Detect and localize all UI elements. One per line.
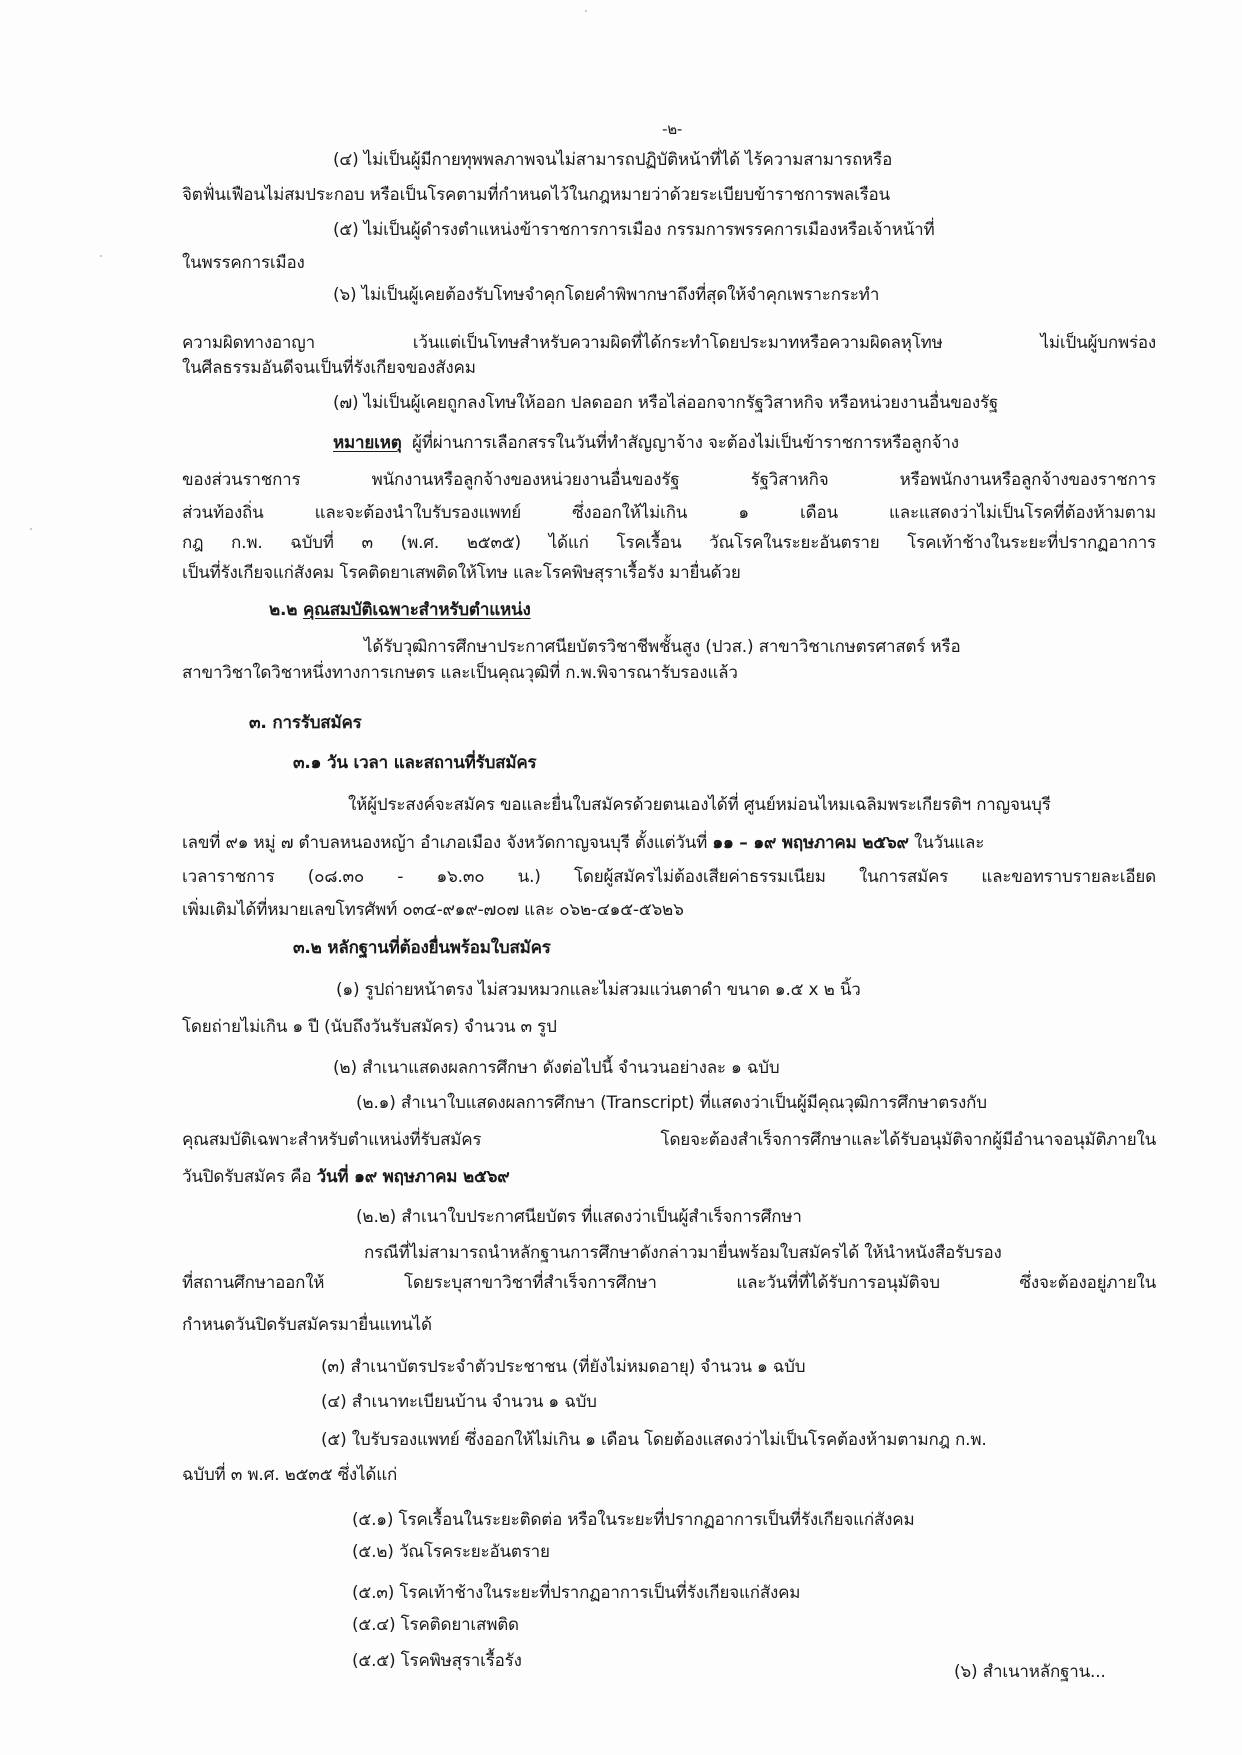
section-3-1-line-4 <box>182 899 684 921</box>
note-text: ผู้ที่ผ่านการเลือกสรรในวันที่ทำสัญญาจ้าง จะต้องไม่เป็นข้าราชการหรือลูกจ้าง <box>412 433 959 453</box>
section-3-2-heading: ๓.๒ หลักฐานที่ต้องยื่นพร้อมใบสมัคร <box>293 938 551 958</box>
text-fragment: เพิ่มเติมได้ที่หมายเลขโทรศัพท์ <box>182 900 403 920</box>
qual-item-5-line-2: ในพรรคการเมือง <box>182 253 305 273</box>
case-line-3: กำหนดวันปิดรับสมัครมายื่นแทนได้ <box>182 1315 432 1335</box>
specific-qual-line-1: ได้รับวุฒิการศึกษาประกาศนียบัตรวิชาชีพชั้นสูง (ปวส.) สาขาวิชาเกษตรศาสตร์ หรือ <box>364 637 961 657</box>
document-2-1-line-3 <box>182 1166 510 1188</box>
document-4: (๔) สำเนาทะเบียนบ้าน จำนวน ๑ ฉบับ <box>321 1392 597 1412</box>
address-text: เลขที่ ๙๑ หมู่ ๗ ตำบลหนองหญ้า อำเภอเมือง จังหวัดกาญจนบุรี ตั้งแต่วันที่ <box>182 833 713 853</box>
note-label: หมายเหตุ <box>333 433 402 453</box>
document-2-1-line-2: คุณสมบัติเฉพาะสำหรับตำแหน่งที่รับสมัคร โดยจะต้องสำเร็จการศึกษาและได้รับอนุมัติจากผู้มีอำนาจอนุมัติภายใน <box>182 1130 1156 1150</box>
case-line-1: กรณีที่ไม่สามารถนำหลักฐานการศึกษาดังกล่าวมายื่นพร้อมใบสมัครได้ ให้นำหนังสือรับรอง <box>364 1243 1002 1263</box>
disease-item: (๕.๔) โรคติดยาเสพติด <box>352 1615 519 1635</box>
text-fragment: และ <box>518 900 560 920</box>
document-5-line-1: (๕) ใบรับรองแพทย์ ซึ่งออกให้ไม่เกิน ๑ เดือน โดยต้องแสดงว่าไม่เป็นโรคต้องห้ามตามกฎ ก.พ. <box>321 1430 987 1450</box>
specific-qual-heading <box>269 599 531 621</box>
phone-number-1: ๐๓๔-๙๑๙-๗๐๗ <box>402 900 519 920</box>
note-line-5: เป็นที่รังเกียจแก่สังคม โรคติดยาเสพติดให้โทษ และโรคพิษสุราเรื้อรัง มายื่นด้วย <box>182 563 741 583</box>
specific-qual-line-2: สาขาวิชาใดวิชาหนึ่งทางการเกษตร และเป็นคุณวุฒิที่ ก.พ.พิจารณารับรองแล้ว <box>182 663 738 683</box>
document-5-line-2: ฉบับที่ ๓ พ.ศ. ๒๕๓๕ ซึ่งได้แก่ <box>182 1465 398 1485</box>
disease-item: (๕.๒) วัณโรคระยะอันตราย <box>352 1542 550 1562</box>
page-number: -๒- <box>662 120 683 138</box>
document-2-2: (๒.๒) สำเนาใบประกาศนียบัตร ที่แสดงว่าเป็นผู้สำเร็จการศึกษา <box>356 1207 802 1227</box>
text-fragment: ในวันและ <box>908 833 985 853</box>
qual-item-6-line-2: ความผิดทางอาญา เว้นแต่เป็นโทษสำหรับความผิดที่ได้กระทำโดยประมาทหรือความผิดลหุโทษ ไม่เป็นผู้บกพร่อง <box>182 333 1156 353</box>
specific-qual-number: ๒.๒ <box>269 600 298 620</box>
scan-speck <box>100 255 102 257</box>
section-3-1-heading: ๓.๑ วัน เวลา และสถานที่รับสมัคร <box>293 753 537 773</box>
application-dates: ๑๑ – ๑๙ พฤษภาคม ๒๕๖๙ <box>712 833 909 853</box>
text-fragment: วันปิดรับสมัคร คือ <box>182 1167 317 1187</box>
continued-footer: (๖) สำเนาหลักฐาน... <box>954 1662 1106 1682</box>
scan-speck <box>585 10 587 12</box>
section-3-heading: ๓. การรับสมัคร <box>249 713 362 733</box>
qual-item-4-line-1: (๔) ไม่เป็นผู้มีกายทุพพลภาพจนไม่สามารถปฏิบัติหน้าที่ได้ ไร้ความสามารถหรือ <box>333 150 893 170</box>
qual-item-6-line-1: (๖) ไม่เป็นผู้เคยต้องรับโทษจำคุกโดยคำพิพากษาถึงที่สุดให้จำคุกเพราะกระทำ <box>333 285 880 305</box>
note-line-4: กฎ ก.พ. ฉบับที่ ๓ (พ.ศ. ๒๕๓๕) ได้แก่ โรคเรื้อน วัณโรคในระยะอันตราย โรคเท้าช้างในระยะที่ปรากฏอาการ <box>182 533 1156 553</box>
note-line-2: ของส่วนราชการ พนักงานหรือลูกจ้างของหน่วยงานอื่นของรัฐ รัฐวิสาหกิจ หรือพนักงานหรือลูกจ้างของราชการ <box>182 470 1156 490</box>
phone-number-2: ๐๖๒-๔๑๕-๕๖๒๖ <box>559 900 684 920</box>
qual-item-5-line-1: (๕) ไม่เป็นผู้ดำรงตำแหน่งข้าราชการการเมือง กรรมการพรรคการเมืองหรือเจ้าหน้าที่ <box>333 220 935 240</box>
section-3-1-line-2 <box>182 832 984 854</box>
qual-item-6-line-3: ในศีลธรรมอันดีจนเป็นที่รังเกียจของสังคม <box>182 358 476 378</box>
scan-speck <box>30 528 32 530</box>
case-line-2: ที่สถานศึกษาออกให้ โดยระบุสาขาวิชาที่สำเร็จการศึกษา และวันที่ที่ได้รับการอนุมัติจบ ซึ่งจะต้องอยู่ภายใน <box>182 1273 1156 1293</box>
document-3: (๓) สำเนาบัตรประจำตัวประชาชน (ที่ยังไม่หมดอายุ) จำนวน ๑ ฉบับ <box>321 1357 806 1377</box>
document-1-line-1: (๑) รูปถ่ายหน้าตรง ไม่สวมหมวกและไม่สวมแว่นตาดำ ขนาด ๑.๕ x ๒ นิ้ว <box>336 980 861 1000</box>
disease-item: (๕.๕) โรคพิษสุราเรื้อรัง <box>352 1651 522 1671</box>
disease-item: (๕.๑) โรคเรื้อนในระยะติดต่อ หรือในระยะที่ปรากฏอาการเป็นที่รังเกียจแก่สังคม <box>352 1510 915 1530</box>
qual-item-4-line-2: จิตฟั่นเฟือนไม่สมประกอบ หรือเป็นโรคตามที่กำหนดไว้ในกฎหมายว่าด้วยระเบียบข้าราชการพลเรือน <box>182 185 890 205</box>
section-3-1-line-3: เวลาราชการ (๐๘.๓๐ - ๑๖.๓๐ น.) โดยผู้สมัครไม่ต้องเสียค่าธรรมเนียม ในการสมัคร และขอทราบรายละเอียด <box>182 867 1156 887</box>
qual-item-7-line-1: (๗) ไม่เป็นผู้เคยถูกลงโทษให้ออก ปลดออก หรือไล่ออกจากรัฐวิสาหกิจ หรือหน่วยงานอื่นของรัฐ <box>333 393 999 413</box>
specific-qual-title: คุณสมบัติเฉพาะสำหรับตำแหน่ง <box>303 600 531 620</box>
note-line-3: ส่วนท้องถิ่น และจะต้องนำใบรับรองแพทย์ ซึ่งออกให้ไม่เกิน ๑ เดือน และแสดงว่าไม่เป็นโรคที่ต้องห้ามตาม <box>182 503 1156 523</box>
document-2-1-line-1: (๒.๑) สำเนาใบแสดงผลการศึกษา (Transcript) ที่แสดงว่าเป็นผู้มีคุณวุฒิการศึกษาตรงกับ <box>356 1093 987 1113</box>
closing-date: วันที่ ๑๙ พฤษภาคม ๒๕๖๙ <box>316 1167 510 1187</box>
document-1-line-2: โดยถ่ายไม่เกิน ๑ ปี (นับถึงวันรับสมัคร) จำนวน ๓ รูป <box>182 1017 557 1037</box>
note-line-1 <box>333 432 959 454</box>
section-3-1-line-1: ให้ผู้ประสงค์จะสมัคร ขอและยื่นใบสมัครด้วยตนเองได้ที่ ศูนย์หม่อนไหมเฉลิมพระเกียรติฯ กาญจนบุรี <box>348 795 1051 815</box>
disease-item: (๕.๓) โรคเท้าช้างในระยะที่ปรากฏอาการเป็นที่รังเกียจแก่สังคม <box>352 1583 801 1603</box>
document-2: (๒) สำเนาแสดงผลการศึกษา ดังต่อไปนี้ จำนวนอย่างละ ๑ ฉบับ <box>333 1058 780 1078</box>
